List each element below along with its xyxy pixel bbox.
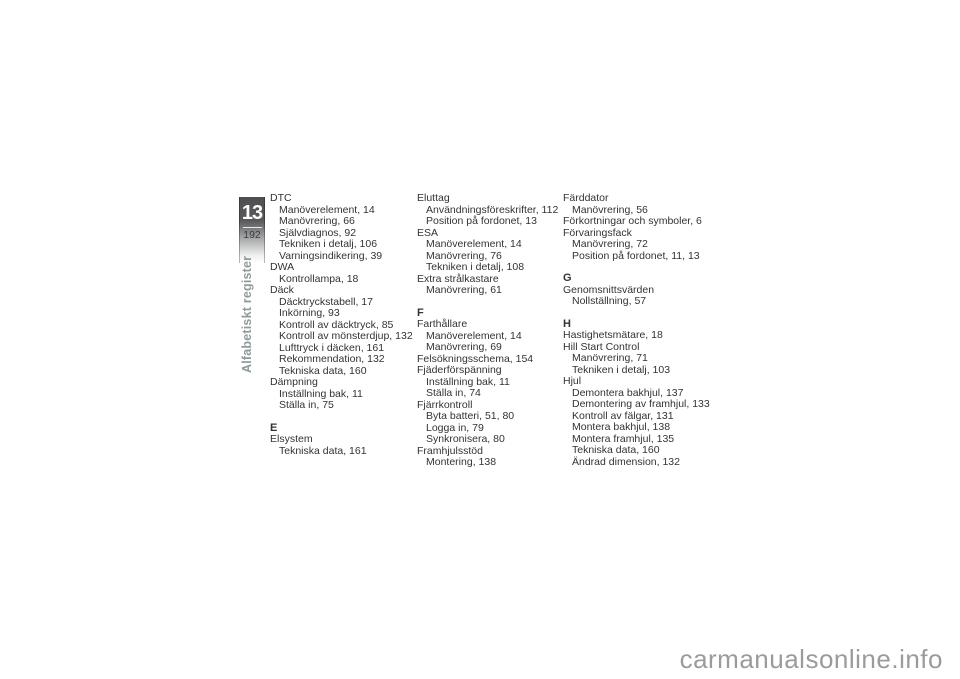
index-entry: DTC — [270, 192, 292, 204]
index-subentry: Montera bakhjul, 138 — [572, 421, 671, 433]
index-subentry: Ställa in, 75 — [279, 399, 334, 411]
index-entry: Hill Start Control — [563, 340, 640, 353]
index-entry: ESA — [417, 226, 439, 239]
index-subentry: Montering, 138 — [426, 456, 497, 468]
index-subentry: Manövrering, 71 — [572, 352, 648, 364]
index-subentry: Logga in, 79 — [426, 421, 484, 434]
index-subentry: Kontroll av däcktryck, 85 — [279, 318, 394, 331]
watermark-text: carmanualsonline.info — [679, 644, 943, 674]
index-subentry: Kontroll av mönsterdjup, 132 — [279, 330, 413, 342]
index-subentry: Rekommendation, 132 — [279, 353, 385, 365]
index-entry: Eluttag — [417, 192, 450, 204]
index-subentry: Montera framhjul, 135 — [572, 432, 675, 445]
section-label-vertical: Alfabetiskt register — [240, 255, 254, 373]
index-subentry: Inkörning, 93 — [279, 307, 340, 319]
index-subentry: Varningsindikering, 39 — [279, 249, 383, 262]
index-letter-heading: H — [563, 317, 571, 330]
chapter-number: 13 — [241, 202, 263, 224]
index-entry: Förvaringsfack — [563, 226, 632, 239]
index-letter-heading: F — [417, 306, 424, 319]
index-subentry: Manöverelement, 14 — [279, 203, 375, 216]
index-entry: Hastighetsmätare, 18 — [563, 329, 663, 341]
index-subentry: Position på fordonet, 13 — [426, 215, 537, 227]
index-entry: Färddator — [563, 192, 609, 204]
index-letter-heading: E — [270, 421, 278, 434]
index-subentry: Självdiagnos, 92 — [279, 226, 357, 239]
index-entry: Däck — [270, 284, 294, 296]
index-subentry: Tekniken i detalj, 106 — [279, 238, 378, 250]
index-subentry: Position på fordonet, 11, 13 — [572, 249, 700, 262]
index-column-1 — [270, 193, 420, 457]
index-subentry: Manöverelement, 14 — [426, 329, 522, 342]
index-entry: Framhjulsstöd — [417, 444, 483, 457]
index-letter-heading: G — [563, 272, 572, 284]
index-entry: Farthållare — [417, 318, 468, 330]
index-subentry: Tekniska data, 160 — [279, 364, 367, 377]
index-entry: Extra strålkastare — [417, 272, 499, 285]
index-subentry: Manövrering, 66 — [279, 215, 355, 227]
index-entry: Fjäderförspänning — [417, 364, 502, 376]
index-subentry: Demontering av framhjul, 133 — [572, 398, 710, 410]
index-subentry: Ställa in, 74 — [426, 387, 481, 399]
index-subentry: Inställning bak, 11 — [279, 387, 363, 400]
index-subentry: Inställning bak, 11 — [426, 375, 510, 388]
index-entry: Elsystem — [270, 433, 313, 445]
index-entry: DWA — [270, 261, 295, 273]
index-subentry: Manöverelement, 14 — [426, 238, 522, 250]
index-subentry: Tekniska data, 160 — [572, 444, 660, 456]
tab-divider — [243, 227, 262, 228]
index-subentry: Manövrering, 69 — [426, 341, 502, 353]
index-subentry: Däcktryckstabell, 17 — [279, 295, 373, 308]
page-number: 192 — [243, 229, 261, 241]
index-subentry: Kontrollampa, 18 — [279, 272, 359, 285]
index-entry: Hjul — [563, 375, 582, 387]
index-entry: Fjärrkontroll — [417, 398, 473, 411]
index-subentry: Byta batteri, 51, 80 — [426, 410, 515, 422]
index-subentry: Manövrering, 61 — [426, 284, 502, 296]
index-entry: Förkortningar och symboler, 6 — [563, 215, 702, 227]
index-subentry: Manövrering, 56 — [572, 203, 648, 216]
chapter-tab — [239, 197, 265, 263]
index-subentry: Kontroll av fälgar, 131 — [572, 409, 674, 422]
index-entry: Felsökningsschema, 154 — [417, 352, 534, 365]
index-subentry: Tekniken i detalj, 108 — [426, 261, 525, 273]
index-entry: Dämpning — [270, 376, 318, 388]
index-subentry: Manövrering, 72 — [572, 238, 648, 250]
index-subentry: Nollställning, 57 — [572, 295, 647, 307]
index-subentry: Lufttryck i däcken, 161 — [279, 341, 385, 354]
index-column-3 — [563, 193, 713, 468]
index-subentry: Tekniska data, 161 — [279, 444, 367, 457]
index-subentry: Ändrad dimension, 132 — [572, 455, 680, 468]
index-subentry: Tekniken i detalj, 103 — [572, 363, 671, 376]
index-column-2 — [417, 193, 567, 469]
index-entry: Genomsnittsvärden — [563, 283, 655, 296]
index-subentry: Demontera bakhjul, 137 — [572, 386, 684, 399]
index-subentry: Synkronisera, 80 — [426, 433, 505, 445]
index-subentry: Manövrering, 76 — [426, 249, 502, 262]
index-subentry: Användningsföreskrifter, 112 — [426, 203, 559, 216]
